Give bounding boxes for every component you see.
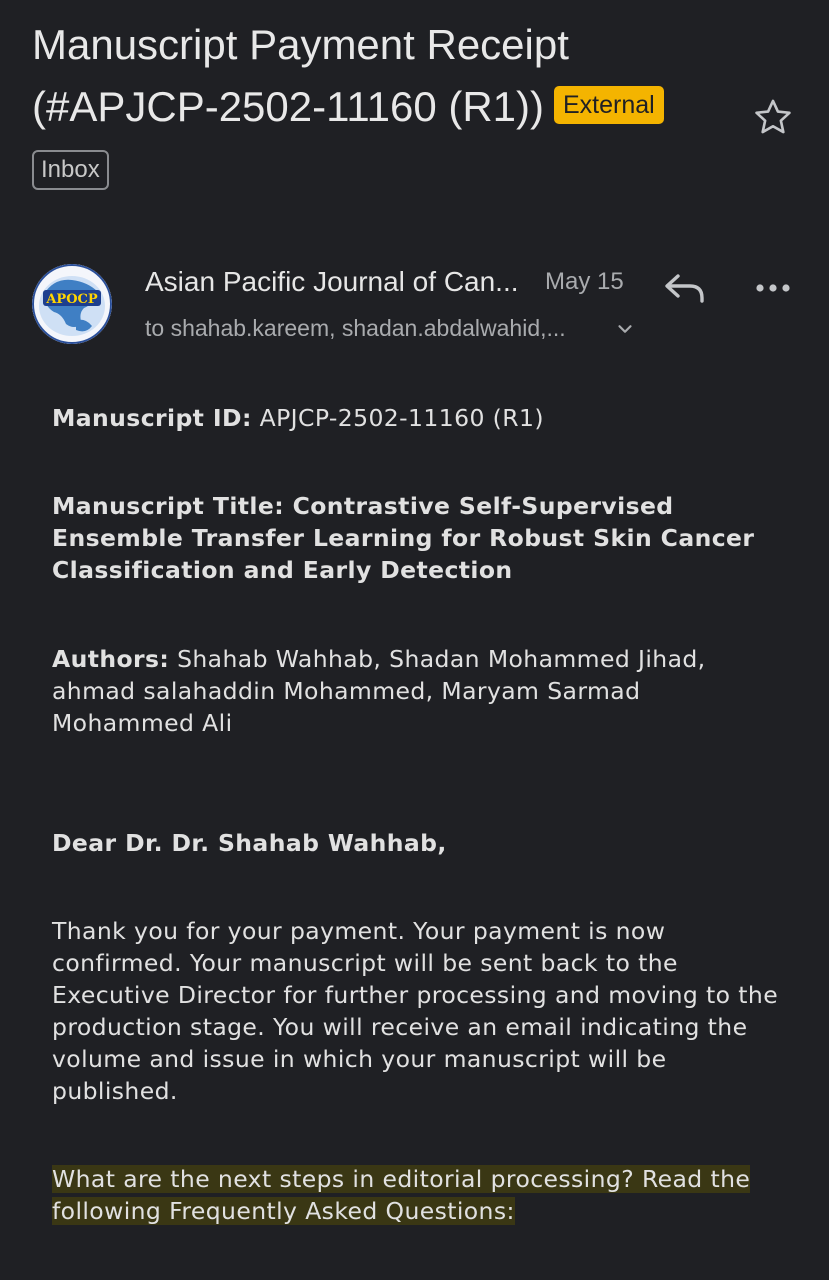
more-icon[interactable] — [752, 276, 794, 300]
inbox-label[interactable]: Inbox — [32, 150, 109, 190]
email-date: May 15 — [545, 268, 624, 295]
authors-line — [52, 643, 782, 739]
avatar-text: APOCP — [46, 292, 98, 307]
greeting: Dear Dr. Dr. Shahab Wahhab, — [52, 829, 447, 857]
chevron-down-icon[interactable] — [614, 318, 636, 340]
manuscript-title: Manuscript Title: Contrastive Self-Supervised Ensemble Transfer Learning for Robust Skin Cancer Classification and Early Detection — [52, 492, 755, 584]
sender-name[interactable]: Asian Pacific Journal of Can... — [145, 266, 519, 297]
authors-label: Authors: — [52, 645, 170, 673]
manuscript-id-value: APJCP-2502-11160 (R1) — [251, 404, 544, 432]
manuscript-id-line — [52, 402, 782, 434]
payment-paragraph: Thank you for your payment. Your payment is now confirmed. Your manuscript will be sent back to the Executive Director for further processing and moving to the production stage. You will receive an email indicating the volume and issue in which your manuscript will be published. — [52, 917, 779, 1105]
email-subject — [32, 14, 732, 138]
faq-prompt — [52, 1163, 782, 1227]
manuscript-id-label: Manuscript ID: — [52, 404, 252, 432]
recipients-line[interactable]: to shahab.kareem, shadan.abdalwahid,... — [145, 315, 566, 341]
external-badge: External — [554, 86, 664, 124]
subject-text: Manuscript Payment Receipt (#APJCP-2502-11160 (R1)) — [32, 21, 569, 130]
authors-value: Shahab Wahhab, Shadan Mohammed Jihad, ahmad salahaddin Mohammed, Maryam Sarmad Mohammed Ali — [52, 645, 706, 737]
star-icon[interactable] — [752, 96, 794, 138]
sender-avatar[interactable] — [32, 264, 112, 344]
reply-icon[interactable] — [662, 268, 708, 308]
faq-highlight: What are the next steps in editorial processing? Read the following Frequently Asked Questions: — [52, 1165, 751, 1225]
journal-logo-icon — [32, 264, 112, 344]
